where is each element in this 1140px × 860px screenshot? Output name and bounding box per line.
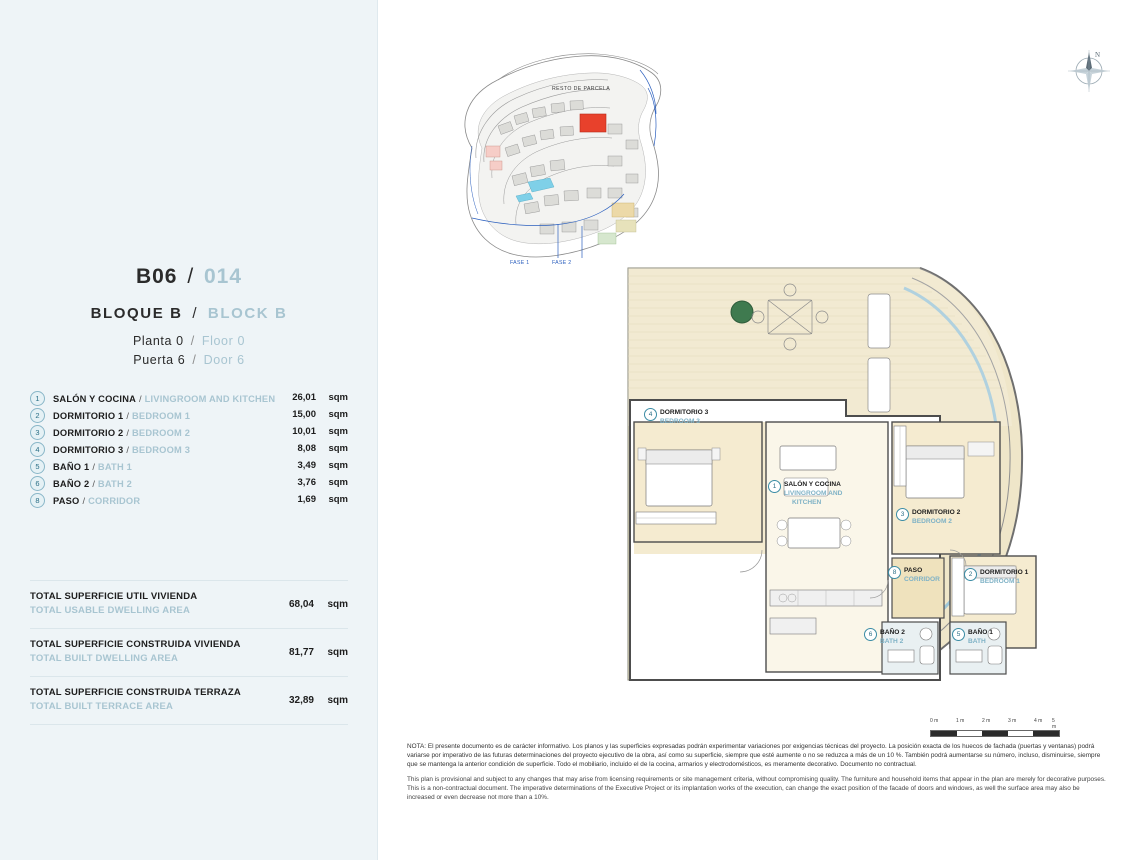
scale-segment <box>1008 731 1034 736</box>
plan-room-label-en: LIVINGROOM AND <box>784 490 843 497</box>
legend-unit: sqm <box>328 392 348 403</box>
compass-icon <box>1066 48 1112 94</box>
plan-room-label-en: BATH 2 <box>880 638 904 645</box>
door-label-es: Puerta 6 <box>133 353 186 367</box>
legend-separator: / <box>82 495 86 506</box>
scale-tick: 5 m <box>1052 718 1057 730</box>
legend-area: 10,01 <box>292 426 316 437</box>
legend-name-es: BAÑO 2 <box>53 478 90 489</box>
legend-name-es: DORMITORIO 2 <box>53 427 124 438</box>
legend-name-es: SALÓN Y COCINA <box>53 393 137 404</box>
legend-name-en: BEDROOM 3 <box>132 444 191 455</box>
legend-name-en: CORRIDOR <box>88 495 141 506</box>
legend-name-en: LIVINGROOM AND KITCHEN <box>144 393 276 404</box>
legend-area: 15,00 <box>292 409 316 420</box>
legend-name-es: DORMITORIO 1 <box>53 410 124 421</box>
legend-name-es: BAÑO 1 <box>53 461 90 472</box>
plan-room-label-es: DORMITORIO 3 <box>660 409 709 416</box>
legend-name-en: BATH 1 <box>97 461 133 472</box>
scale-bar-segments <box>930 730 1060 737</box>
door-label-en: Door 6 <box>203 353 245 367</box>
scale-segment <box>931 731 957 736</box>
total-value: 68,04 <box>288 599 314 610</box>
plan-room-number: 1 <box>768 480 781 493</box>
legend-unit: sqm <box>328 477 348 488</box>
list-item <box>30 475 348 492</box>
block-label-en: BLOCK B <box>207 305 288 322</box>
unit-code: B06 <box>135 265 178 288</box>
plan-room-number: 5 <box>952 628 965 641</box>
scale-segment <box>957 731 983 736</box>
legend-unit: sqm <box>328 409 348 420</box>
total-row <box>30 629 348 677</box>
legend-name-es: DORMITORIO 3 <box>53 444 124 455</box>
total-label-es: TOTAL SUPERFICIE CONSTRUIDA VIVIENDA <box>30 639 241 650</box>
plan-room-label-es: DORMITORIO 2 <box>912 509 961 516</box>
total-label-en: TOTAL BUILT DWELLING AREA <box>30 653 179 664</box>
list-item <box>30 492 348 509</box>
total-row <box>30 677 348 725</box>
plan-room-tag-bath-1 <box>952 628 993 646</box>
list-item <box>30 441 348 458</box>
legend-number: 3 <box>30 425 45 440</box>
scale-tick: 2 m <box>982 718 991 724</box>
total-value: 32,89 <box>288 695 314 706</box>
plan-room-tag-bedroom-1 <box>964 568 1028 586</box>
total-label-en: TOTAL USABLE DWELLING AREA <box>30 605 191 616</box>
total-label-es: TOTAL SUPERFICIE CONSTRUIDA TERRAZA <box>30 687 241 698</box>
note-spanish: NOTA: El presente documento es de carácter informativo. Los planos y las superficies expresadas podrán experimentar variaciones por exigencias técnicas del proyecto. La posición exacta de los huecos de fachada (puertas y ventanas) podrá variarse por imperativo de las futuras determinaciones del proyecto ejecutivo de la obra, así como su superficie, siempre que esté aumente o no se reduzca a más de un 10 %. También podrá aumentarse su número, incluso, disminuirse, siempre que se mantenga la anterior condición de superficie. Todo el mobiliario, incluido el de la cocina, armarios y electrodomésticos, es meramente decorativo. Documento no contractual. <box>407 743 1101 768</box>
legend-number: 4 <box>30 442 45 457</box>
floor-separator: / <box>190 334 195 348</box>
totals-section <box>30 580 348 725</box>
floor-label-es: Planta 0 <box>132 334 184 348</box>
legend-area: 1,69 <box>297 494 316 505</box>
plan-room-label-en: CORRIDOR <box>904 576 940 583</box>
total-row <box>30 580 348 629</box>
total-unit: sqm <box>327 599 348 610</box>
block-separator: / <box>192 305 199 322</box>
total-value: 81,77 <box>288 647 314 658</box>
legend-area: 3,76 <box>297 477 316 488</box>
scale-tick: 4 m <box>1034 718 1043 724</box>
plan-room-label-es: SALÓN Y COCINA <box>784 481 841 488</box>
scale-segment <box>1033 731 1059 736</box>
legend-unit: sqm <box>328 460 348 471</box>
scale-bar <box>930 718 1060 737</box>
total-unit: sqm <box>327 647 348 658</box>
total-unit: sqm <box>327 695 348 706</box>
plan-room-label-es: BAÑO 2 <box>880 629 905 636</box>
legend-separator: / <box>139 393 142 404</box>
scale-tick: 1 m <box>956 718 965 724</box>
legend-number: 5 <box>30 459 45 474</box>
list-item <box>30 458 348 475</box>
legend-unit: sqm <box>328 494 348 505</box>
unit-title-block <box>0 265 378 367</box>
plan-room-label-es: DORMITORIO 1 <box>980 569 1029 576</box>
plan-room-tag-corridor <box>888 566 940 584</box>
legend-number: 6 <box>30 476 45 491</box>
legend-number: 1 <box>30 391 45 406</box>
plan-room-tag-livingroom <box>768 480 842 507</box>
legal-notes <box>407 742 1107 802</box>
legend-number: 2 <box>30 408 45 423</box>
door-line <box>0 353 378 367</box>
plan-room-number: 2 <box>964 568 977 581</box>
scale-tick: 3 m <box>1008 718 1017 724</box>
plan-room-label-en: BEDROOM 2 <box>912 518 952 525</box>
plan-room-number: 4 <box>644 408 657 421</box>
legend-separator: / <box>126 427 130 438</box>
block-label-es: BLOQUE B <box>90 305 183 322</box>
unit-alt-code: 014 <box>204 265 243 288</box>
plan-room-number: 3 <box>896 508 909 521</box>
legend-separator: / <box>92 478 95 489</box>
legend-name-en: BEDROOM 2 <box>132 427 191 438</box>
legend-area: 3,49 <box>297 460 316 471</box>
plan-room-number: 6 <box>864 628 877 641</box>
legend-separator: / <box>126 410 130 421</box>
plan-room-label-en: BEDROOM 3 <box>660 418 700 425</box>
total-label-es: TOTAL SUPERFICIE UTIL VIVIENDA <box>30 591 198 602</box>
unit-code-line <box>0 265 378 289</box>
legend-unit: sqm <box>328 426 348 437</box>
site-plan-fase2-label: FASE 2 <box>552 260 572 266</box>
legend-area: 26,01 <box>292 392 316 403</box>
compass-north-label: N <box>1095 51 1101 59</box>
legend-name-es: PASO <box>53 495 80 506</box>
total-label-en: TOTAL BUILT TERRACE AREA <box>30 701 174 712</box>
list-item <box>30 390 348 407</box>
block-line <box>0 305 378 322</box>
floor-plan-drawing <box>620 250 1120 720</box>
scale-tick: 0 m <box>930 718 939 724</box>
plan-room-label-es: PASO <box>904 567 923 574</box>
plan-room-tag-bedroom-2 <box>896 508 960 526</box>
list-item <box>30 424 348 441</box>
plan-room-tag-bedroom-3 <box>644 408 708 426</box>
door-separator: / <box>192 353 197 367</box>
site-plan-drawing <box>412 28 702 288</box>
plan-room-label-en2: KITCHEN <box>792 499 822 506</box>
legend-number: 8 <box>30 493 45 508</box>
plan-room-tag-bath-2 <box>864 628 905 646</box>
list-item <box>30 407 348 424</box>
scale-segment <box>982 731 1008 736</box>
unit-code-separator: / <box>187 265 195 288</box>
room-legend <box>30 390 348 509</box>
legend-area: 8,08 <box>297 443 316 454</box>
plan-room-label-es: BAÑO 1 <box>968 629 993 636</box>
legend-unit: sqm <box>328 443 348 454</box>
legend-name-en: BATH 2 <box>97 478 133 489</box>
floor-line <box>0 334 378 348</box>
site-plan-resto-label: RESTO DE PARCELA <box>552 86 611 92</box>
legend-separator: / <box>126 444 130 455</box>
plan-room-label-en: BATH <box>968 638 986 645</box>
floor-label-en: Floor 0 <box>201 334 245 348</box>
legend-name-en: BEDROOM 1 <box>132 410 191 421</box>
legend-separator: / <box>92 461 95 472</box>
note-english: This plan is provisional and subject to any changes that may arise from licensing requirements or site management criteria, without compromising quality. The furniture and household items that appear in the plan are merely for decorative purposes. This is a non-contractual document. The imperative determinations of the Executive Project or its implantation works of the execution, can change the exact position of the facade of doors and windows, as well the surface area may also be increased or even decrease not more than a 10%. <box>407 776 1106 801</box>
plan-room-number: 8 <box>888 566 901 579</box>
site-plan-fase1-label: FASE 1 <box>510 260 530 266</box>
plan-room-label-en: BEDROOM 1 <box>980 578 1020 585</box>
site-location-plan <box>412 28 702 288</box>
